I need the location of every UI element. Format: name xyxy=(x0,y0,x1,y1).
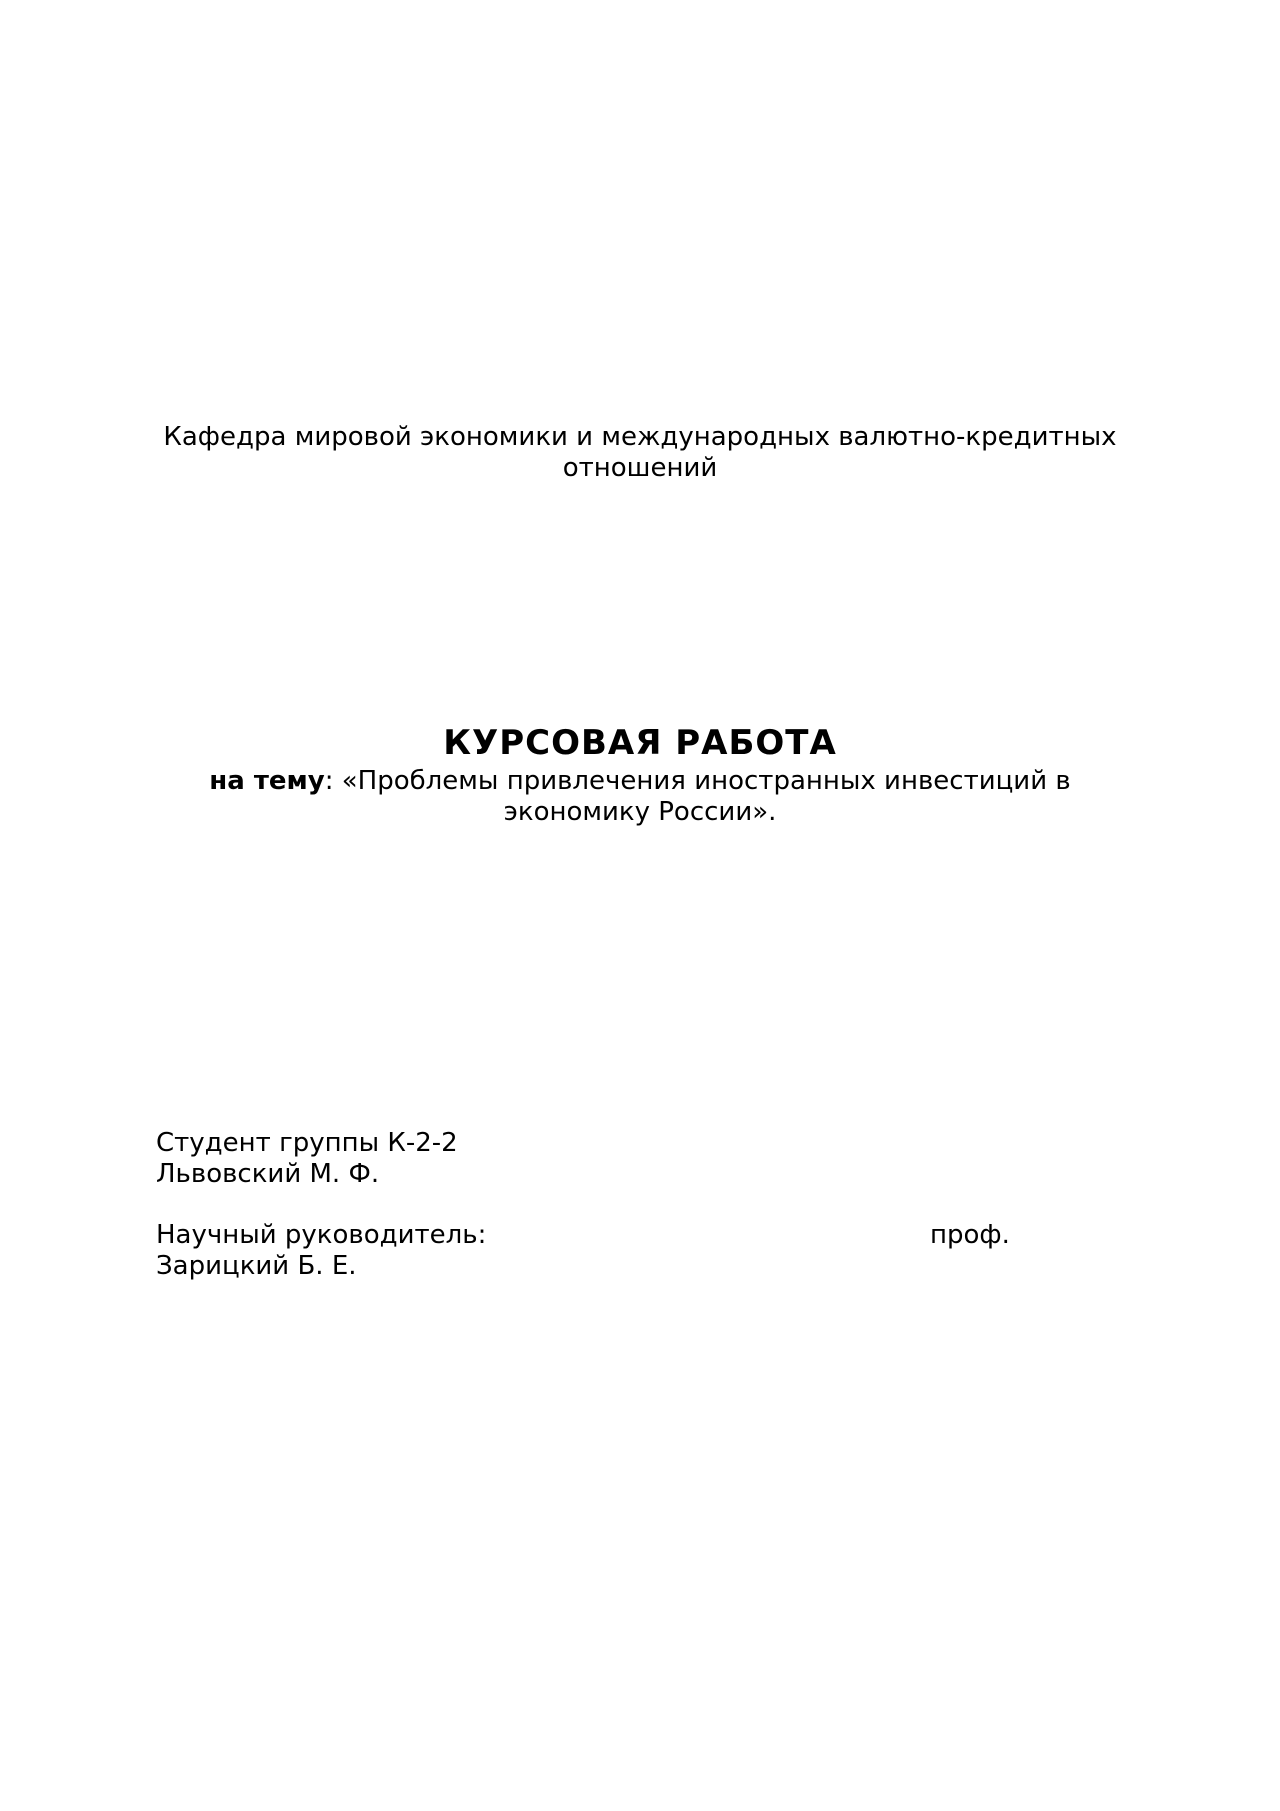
advisor-label: Научный руководитель: xyxy=(156,1220,487,1250)
topic-prefix: на тему xyxy=(209,766,325,796)
student-name: Львовский М. Ф. xyxy=(156,1159,380,1189)
advisor-name: Зарицкий Б. Е. xyxy=(156,1251,357,1281)
topic xyxy=(140,766,1140,828)
topic-line-1 xyxy=(140,766,1140,797)
topic-text-1: : «Проблемы привлечения иностранных инвестиций в xyxy=(324,766,1071,796)
document-title: КУРСОВАЯ РАБОТА xyxy=(443,723,837,763)
advisor-row xyxy=(156,1220,1056,1251)
department-line-2: отношений xyxy=(562,453,718,483)
title-block xyxy=(140,722,1140,828)
topic-line-2: экономику России». xyxy=(503,797,777,827)
department-line-1: Кафедра мировой экономики и международных валютно-кредитных xyxy=(163,422,1117,452)
department-heading xyxy=(140,422,1140,484)
author-info xyxy=(156,1128,1056,1282)
info-spacer xyxy=(156,1190,1056,1220)
advisor-rank: проф. xyxy=(930,1220,1010,1250)
student-group: Студент группы К-2-2 xyxy=(156,1128,458,1158)
